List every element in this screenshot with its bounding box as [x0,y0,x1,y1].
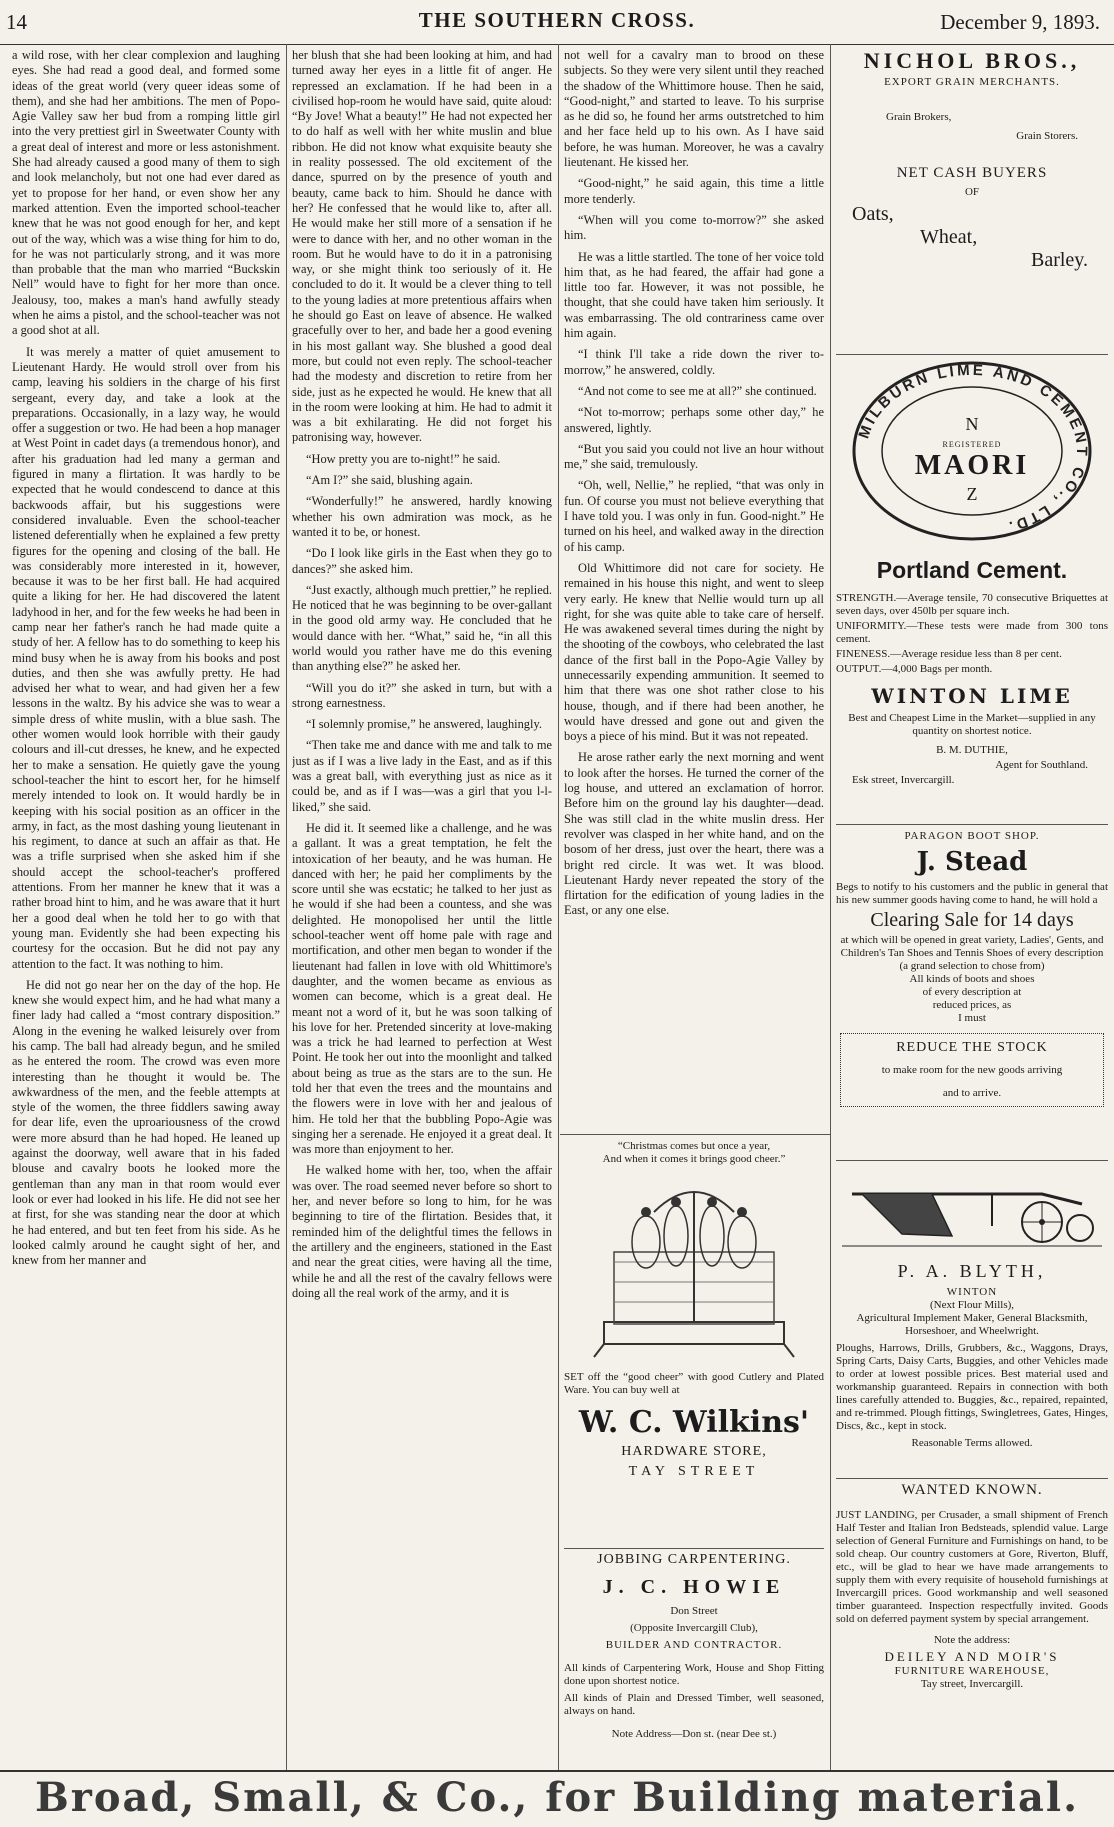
story-paragraph: “Do I look like girls in the East when they go to dances?” she asked him. [292,546,552,576]
cruet-illustration [584,1172,804,1362]
story-paragraph: “I solemnly promise,” he answered, laughingly. [306,717,542,732]
wilkins-name: W. C. Wilkins' [578,1405,810,1440]
story-paragraph: “Oh, well, Nellie,” he replied, “that was only in fun. Of course you must not believe everything that I have told you. I was only in fun. Good-night.” He turned on his heel, and walked away in the direction of his camp. [564,478,824,554]
story-paragraph: He did it. It seemed like a challenge, and he was a gallant. It was a great temptation, he felt the intoxication of her beauty, and he was human. He danced with her; he paid her compliments by the score until she was ecstatic; he talked to her just as he would if she had been a countess, and she was delighted. He monopolised her until the little school-teacher went off home pale with rage and mortification, and other men began to wonder if the lieutenant had fallen in love with old Whittimore's daughter, and the women became as envious as women can become, which is a great deal. He meant not a word of it, but he was soon talking of his love for her. Pretended sincerity at love-making was a trick he had learned to perfection at West Point. He took her out into the moonlight and talked about being as true as the stars are to the sun. He told her that even the trees and the mountains and the flowers were in love with her and jealous of him. He told her that the bubbling Popo-Agie was singing her a serenade. He enjoyed it a great deal. It was more than enjoyment to her. [292,820,552,1157]
nichol-brokers: Grain Brokers, [886,111,952,123]
reduce-stock-text: to make room for the new goods arriving [881,1064,1063,1076]
story-paragraph: not well for a cavalry man to brood on these subjects. So they were very silent until they reached the shadow of the Whittimore house. Then he said, “Good-night,” and started to leave. To his surprise as he did so, he found her arms outstretched to him and her face held up to his own. As I have said before, he was human. Moreover, he was a cavalry lieutenant. He kissed her. [564,48,824,170]
blyth-mills: (Next Flour Mills), [929,1299,1015,1311]
wilkins-street: TAY STREET [628,1464,760,1479]
howie-trade: BUILDER AND CONTRACTOR. [605,1639,783,1651]
stead-text: at which will be opened in great variety, Ladies', Gents, and Children's Tan Shoes and Tennis Shoes of every description [840,934,1104,959]
story-paragraph: Old Whittimore did not care for society. He remained in his house this night, and went to sleep very early. He knew that Nellie would turn up all right, for she was quite able to take care of herself. He was awakened several times during the night by the shooting of the cowboys, who celebrated the last dance of the first ball in the Popo-Agie Valley by unnecessarily expending ammunition. It seemed to him that there was one shot rather close to his house, though, and if there had been another, he would have dressed and gone out and given the boys a piece of his mind. But it was not repeated. [564,560,824,744]
story-paragraph: “Will you do it?” she asked in turn, but with a strong earnestness. [292,680,552,710]
story-paragraph: He walked home with her, too, when the affair was over. The road seemed never before so short to her, and never before so long to him, for he was beginning to tire of the flirtation. Besides that, it reminded him of the delightful times the fellows in the artillery and the engineers, stationed in the East and near the great cities, were having all the time, while he and all the rest of the cavalry fellows were doing all the real work of the army, and it is [292,1163,552,1300]
column-rule [558,44,559,1770]
lime-text: Best and Cheapest Lime in the Market—supplied in any quantity on shortest notice. [848,712,1096,737]
wanted-text: JUST LANDING, per Crusader, a small shipment of French Half Tester and Italian Iron Bedsteads, splendid value. Large selection of General Furniture and Furnishings on hand, to be sold cheap. Our country customers at Gore, Riverton, Bluff, etc., will be glad to hear we have made arrangements to supply them with every requisite of household furnishings at Invercargill prices. Good workmanship and well seasoned timber guaranteed. Inspection respectfully invited. Goods sold on deferred payment system by special arrangement. [836,1509,1108,1625]
ad-divider [836,354,1108,355]
footer-banner: Broad, Small, & Co., for Building material. [0,1770,1114,1827]
stead-text: All kinds of boots and shoes [909,973,1035,985]
story-paragraph: “I think I'll take a ride down the river to-morrow,” he answered, coldly. [564,347,824,377]
ad-divider [564,1548,824,1549]
story-paragraph: It was merely a matter of quiet amusement to Lieutenant Hardy. He would stroll over from his camp, leaving his soldiers in the charge of his first sergeant, every day, and take a look at the preparations. Occasionally, in a lazy way, he would offer a suggestion or two. He had been a hop manager at West Point in cadet days (a tremendous honor), and after his graduation had led many a german and figured in many a flirtation. It was hardly to be expected that he would condescend to dance at this backwoods affair, but his suggestions were considered invaluable. Even the school-teacher listened deferentially when he explained a few pretty figures for the opening and closing of the ball. He was considerably more interested in it, however, because it was to be her first ball. He had acquired quite a liking for her. He had discovered the latent ladyhood in her, and for the few weeks he had been in camp near her father's ranch he had made quite a study of her. A fellow has to do something to keep his mind busy when he is away from his books and post duties, and then she was awfully pretty. He had advised her what to wear, and had given her a few lessons in the waltz. By his advice she was to wear a simple dress of white muslin, with a blue sash. The other women would look horrible with their gaudy colours and ill-cut dresses, he knew, and he expected her to make a sensation. He quietly gave the young school-teacher the hint to escort her, for he himself merely intended to look on. It would hardly be in keeping with his social position as an officer in the army, in fact, as the most dashing young lieutenant in his regiment, to dance at such an affair as that. He was a trifle surprised when she asked him if she should accept the school-teacher's proffered attentions. From her manner he knew that it was a rather broad hint to him, and he was aware that it hurt her a good deal when he told her to go with that young man. Evidently she had been expecting his courtesy for the occasion. But he did not pay any attention to the fact. It was nothing to him. [12,344,280,971]
agent-role: Agent for Southland. [995,759,1088,771]
wanted-note: Note the address: [933,1634,1011,1646]
story-paragraph: “Just exactly, although much prettier,” he replied. He noticed that he was beginning to be over-gallant in the good old army way. He concluded that he would dance with her. “What,” said he, “in all this world would you rather have me do this evening than anything else?” he asked her. [292,582,552,674]
story-paragraph: “When will you come to-morrow?” she asked him. [564,212,824,243]
ad-divider [836,1160,1108,1161]
story-paragraph: “Good-night,” he said again, this time a little more tenderly. [564,176,824,206]
stead-text: (a grand selection to chose from) [899,960,1045,972]
cement-z: Z [966,484,978,504]
cement-maori: MAORI [914,450,1030,481]
cement-n: N [965,414,979,434]
blyth-ad [836,1164,1108,1474]
cement-ad [836,356,1108,826]
howie-street: Don Street [670,1605,718,1617]
ad-divider [836,824,1108,825]
stead-sale: Clearing Sale for 14 days [870,909,1074,931]
nichol-name: NICHOL BROS., [863,48,1081,73]
story-column-2 [292,48,552,1770]
howie-address: Note Address—Don st. (near Dee st.) [611,1728,777,1740]
story-paragraph: “Am I?” she said, blushing again. [306,473,473,488]
issue-date: December 9, 1893. [940,10,1100,34]
blyth-text: Ploughs, Harrows, Drills, Grubbers, &c., Waggons, Drays, Spring Carts, Daisy Carts, Buggies, and other Vehicles made to order at lowest possible prices. Best material used and workmanship guaranteed. Repairs in connection with both lines carefully attended to. Buggies, &c., repaired, repainted, and re-trimmed. Plough fittings, Swingletrees, Gates, Hinges, Discs, &c., kept in stock. [836,1342,1108,1432]
cement-output: OUTPUT.—4,000 Bags per month. [836,663,993,675]
story-paragraph: He was a little startled. The tone of her voice told him that, as he had feared, the affair had gone a little too far. However, it was not possible, he thought, that she could have taken him seriously. It was embarrassing. The old contrariness came over him again. [564,249,824,341]
portland-cement-title: Portland Cement. [876,557,1068,583]
nichol-of: OF [964,186,980,198]
howie-text: All kinds of Plain and Dressed Timber, well seasoned, always on hand. [564,1692,824,1717]
stead-name: J. Stead [916,847,1028,877]
howie-location: (Opposite Invercargill Club), [630,1622,758,1634]
ad-body: SET off the “good cheer” with good Cutlery and Plated Ware. You can buy well at [564,1371,824,1396]
story-paragraph: a wild rose, with her clear complexion and laughing eyes. She had read a good deal, and formed some ideas of the great world (very queer ideas some of them), and she had her ambitions. The men of Popo-Agie Valley saw her bud from a romping little girl into the very prettiest girl in Sweetwater County with a great deal of interest and more or less astonishment. She had already caused a good many of them to sigh and look melancholy, but not one had ever dared as yet to propose for her hand, or even show her any marked attention. Even the imported school-teacher knew that he was not good enough for her, and kept out of the way, which was a wise thing for him to do, for he was not particularly strong, and it was more than probable that the man who married “Buckskin Nell” would have to fight for her more than once. Jealousy, too, makes a man's hand awfully steady when he aims a pistol, and the school-teacher was not a good shot at all. [12,48,280,338]
blyth-town: WINTON [946,1286,998,1298]
wanted-address: Tay street, Invercargill. [920,1678,1024,1690]
story-paragraph: He arose rather early the next morning and went to look after the horses. He turned the corner of the log house, and uttered an exclamation of horror. Before him on the ground lay his daughter—dead. She was still clad in the white muslin dress. Her revolver was clasped in her white hand, and on the bosom of her dress, just over the heart, there was a bright red circle. It was wet. It was blood. Lieutenant Hardy never repeated the story of the flirtation for the edification of young ladies in the East, or any one else. [564,750,824,918]
story-paragraph: “And not come to see me at all?” she continued. [578,383,817,398]
cement-registered: REGISTERED [942,440,1002,449]
story-paragraph: “But you said you could not live an hour without me,” she said, tremulously. [564,441,824,472]
story-paragraph: “How pretty you are to-night!” he said. [306,451,501,466]
cement-fineness: FINENESS.—Average residue less than 8 per cent. [836,648,1062,660]
column-rule [830,44,831,1770]
verse-line: And when it comes it brings good cheer.” [602,1153,786,1165]
masthead [0,0,1114,45]
stead-shop: PARAGON BOOT SHOP. [904,830,1040,842]
reduce-stock-title: REDUCE THE STOCK [896,1040,1048,1055]
nichol-cash: NET CASH BUYERS [896,165,1048,181]
nichol-wheat: Wheat, [920,226,978,248]
story-paragraph: “Then take me and dance with me and talk to me just as if I was a live lady in the East, and as if this was a great ball, with everything just as nice as it could be, and as if I was—was a girl that you l-l-liked,” she said. [292,738,552,814]
page-number: 14 [6,10,27,34]
howie-heading: JOBBING CARPENTERING. [597,1552,791,1567]
stead-ad [836,830,1108,1160]
howie-ad [564,1552,824,1766]
reduce-stock-text: and to arrive. [942,1087,1002,1099]
ad-divider [560,1134,830,1135]
wanted-firm2: FURNITURE WAREHOUSE, [894,1665,1050,1677]
newspaper-title: THE SOUTHERN CROSS. [418,8,696,32]
stead-text: of every description at [922,986,1022,998]
howie-text: All kinds of Carpentering Work, House and Shop Fitting done upon shortest notice. [564,1662,824,1687]
blyth-trade: Agricultural Implement Maker, General Blacksmith, Horseshoer, and Wheelwright. [856,1312,1088,1337]
column-rule [286,44,287,1770]
stead-text: Begs to notify to his customers and the public in general that his new summer goods having come to hand, he will hold a [836,881,1108,906]
howie-name: J. C. HOWIE [602,1576,786,1598]
stead-text: I must [958,1012,986,1024]
winton-lime-title: WINTON LIME [871,684,1073,708]
cement-uniformity: UNIFORMITY.—These tests were made from 300 tons cement. [836,620,1108,645]
cement-strength: STRENGTH.—Average tensile, 70 consecutive Briquettes at seven days, over 450lb per square inch. [836,592,1108,617]
agent-address: Esk street, Invercargill. [852,774,955,786]
blyth-terms: Reasonable Terms allowed. [911,1437,1033,1449]
nichol-barley: Barley. [1030,249,1088,271]
verse-line: “Christmas comes but once a year, [617,1140,771,1152]
story-column-1 [12,48,280,1770]
wilkins-line: HARDWARE STORE, [621,1444,767,1459]
nichol-ad [836,48,1108,353]
wanted-known-ad [836,1482,1108,1766]
agent-name: B. M. DUTHIE, [936,744,1008,756]
story-paragraph: He did not go near her on the day of the hop. He knew she would expect him, and he had what many a finer lady had called a “most contrary disposition.” Along in the evening he walked leisurely over from his camp. The ball had already begun, and he smiled as he entered the room. The crowd was even more interesting than he thought it would be. The awkwardness of the men, and the feeble attempts at style of the women, the three fiddlers sawing away for dear life, even the uproariousness of the crowd were more absurd than he had hoped. He leaned up against the doorway, well aware that in his faded blouse and cavalry boots he looked more the gentleman than any man in that room would ever look or ever had looked in his life. He did not see her at first, for she was standing near the door at which he had entered, and but ten feet from his side. As he looked calmly around he caught sight of her, and knew from her manner and [12,977,280,1268]
wilkins-ad [564,1140,824,1544]
plough-illustration [842,1164,1102,1254]
stead-text: reduced prices, as [932,999,1012,1011]
reduce-stock-box [840,1033,1104,1107]
wanted-heading: WANTED KNOWN. [901,1482,1043,1498]
nichol-storers: Grain Storers. [1016,130,1078,142]
story-column-3 [564,48,824,1126]
blyth-name: P. A. BLYTH, [897,1261,1047,1281]
nichol-oats: Oats, [852,203,894,225]
ad-divider [836,1478,1108,1479]
story-paragraph: her blush that she had been looking at him, and had turned away her eyes in a little fit of anger. He repressed an exclamation. If he had been in a civilised hop-room he would have said, quite aloud: “By Jove! What a beauty!” He had not expected her to do half as well with her white muslin and blue ribbon. He did not know what exquisite beauty she in reality possessed. The old excitement of the dance, spurred on by the presence of youth and beauty, came back to him. Should he dance with her? He confessed that he would like to, after all. He would make her still more of a sensation if he were to dance with her, and no other woman in the room. But he would have to do it in a patronising way, or she might think too seriously of it. He concluded to do it. It would be a clever thing to tell to the young ladies at more pretentious affairs when he should go East on leave of absence. He walked gracefully over to her, and bade her a good evening in his most gallant way. She blushed a good deal more, but could not even reply. The school-teacher had the modesty and discretion to retire from her side, just as he expected he would. He knew that all in the room were looking at him. He had to admit it was a bit exhilarating. He did not forget his patronising way, however. [292,48,552,445]
story-paragraph: “Wonderfully!” he answered, hardly knowing whether his own admiration was mock, as he wanted it to be, or honest. [292,494,552,539]
wanted-firm: DEILEY AND MOIR'S [884,1649,1060,1664]
cement-ring-text: MILBURN LIME AND CEMENT CO., LTD. [855,361,1091,536]
story-paragraph: “Not to-morrow; perhaps some other day,” he answered, lightly. [564,405,824,435]
nichol-sub: EXPORT GRAIN MERCHANTS. [884,76,1060,88]
